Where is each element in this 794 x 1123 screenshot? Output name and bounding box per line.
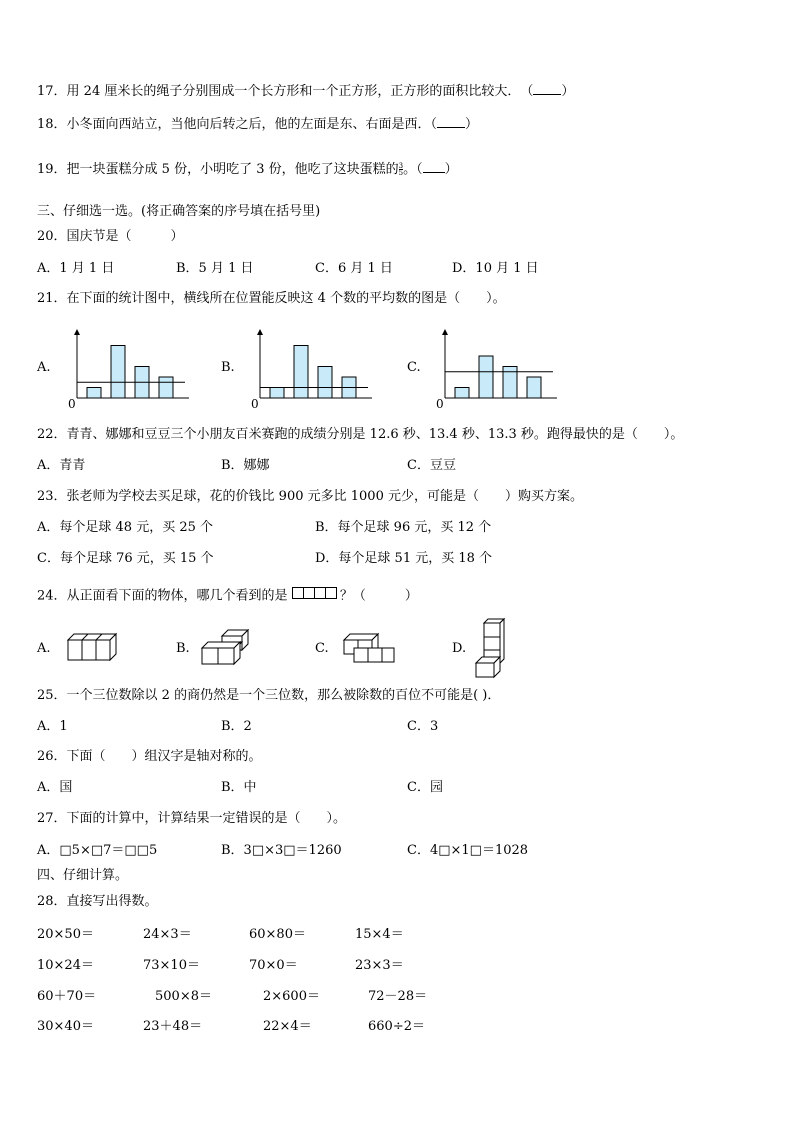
q20-option-a[interactable]: A．1 月 1 日 [37,261,115,276]
cube-stack-b-icon [200,628,260,666]
chart-c-bar-2 [479,356,493,398]
q27-option-a[interactable]: A．□5×□7＝□□5 [37,843,158,858]
chart-c-y-arrow [442,329,448,335]
answer-blank[interactable] [533,82,561,95]
calc-item[interactable]: 10×24＝ [37,958,94,973]
calc-item[interactable]: 73×10＝ [143,958,200,973]
calc-item[interactable]: 20×50＝ [37,927,94,942]
q23-option-c[interactable]: C．每个足球 76 元，买 15 个 [37,551,214,566]
q20-option-c[interactable]: C．6 月 1 日 [315,261,393,276]
q22-option-b[interactable]: B．娜娜 [221,458,270,473]
three-square-strip-icon [292,587,336,605]
calc-item[interactable]: 23×3＝ [355,958,404,973]
q21-option-c[interactable]: C. [407,360,421,375]
q23-option-a[interactable]: A．每个足球 48 元，买 25 个 [37,520,214,535]
cube-stack-d-icon [474,617,514,679]
calc-item[interactable]: 60＋70＝ [37,989,97,1004]
chart-c-bar-3 [503,367,517,399]
chart-a-bar-2 [111,346,125,399]
chart-a-zero-label: 0 [68,397,76,411]
q19-text: 19．把一块蛋糕分成 5 份，小明吃了 3 份，他吃了这块蛋糕的 [37,162,399,177]
bar-chart-c [433,328,563,410]
chart-b-bar-3 [318,367,332,399]
calc-item[interactable]: 500×8＝ [155,989,212,1004]
q27-option-c[interactable]: C．4□×1□＝1028 [407,843,529,858]
question-27: 27．下面的计算中，计算结果一定错误的是（ ）。 [37,811,347,826]
q24-option-c[interactable]: C. [315,641,329,656]
fraction: $\frac{3}{5}$ [398,162,404,177]
question-19: 19．把一块蛋糕分成 5 份，小明吃了 3 份，他吃了这块蛋糕的 $\frac{3}{5}$ 。（ ） [37,162,458,177]
chart-a-bar-1 [87,388,101,399]
question-20: 20．国庆节是（ ） [37,229,184,244]
question-17: 17．用 24 厘米长的绳子分别围成一个长方形和一个正方形，正方形的面积比较大． （ ） [37,84,575,99]
answer-blank[interactable] [423,160,445,173]
q25-option-c[interactable]: C．3 [407,719,439,734]
chart-a-bar-4 [159,377,173,398]
chart-c-bar-4 [527,377,541,398]
question-21: 21．在下面的统计图中，横线所在位置能反映这 4 个数的平均数的图是（ ）。 [37,291,506,306]
calc-item[interactable]: 15×4＝ [355,927,404,942]
q23-option-d[interactable]: D．每个足球 51 元，买 18 个 [315,551,493,566]
section-3-title: 三、仔细选一选。(将正确答案的序号填在括号里) [37,204,321,219]
chart-c-bar-1 [455,388,469,399]
calc-item[interactable]: 22×4＝ [263,1019,312,1034]
chart-b-y-arrow [257,329,263,335]
question-26: 26．下面（ ）组汉字是轴对称的。 [37,749,262,764]
bar-chart-a [65,328,195,410]
calc-item[interactable]: 2×600＝ [263,989,320,1004]
q24-option-d[interactable]: D. [452,641,467,656]
q22-option-c[interactable]: C．豆豆 [407,458,456,473]
bar-chart-b [248,328,378,410]
q23-option-b[interactable]: B．每个足球 96 元，买 12 个 [315,520,492,535]
question-23: 23．张老师为学校去买足球，花的价钱比 900 元多比 1000 元少，可能是（ ）购买方案。 [37,489,583,504]
q26-option-c[interactable]: C．园 [407,780,443,795]
q17-text: 17．用 24 厘米长的绳子分别围成一个长方形和一个正方形，正方形的面积比较大． （ [37,84,534,99]
q18-text: 18．小冬面向西站立，当他向后转之后，他的左面是东、右面是西．（ [37,117,438,132]
q25-option-b[interactable]: B．2 [221,719,252,734]
chart-b-zero-label: 0 [251,397,259,411]
chart-b-bar-2 [294,346,308,399]
calc-item[interactable]: 72－28＝ [368,989,428,1004]
q20-option-d[interactable]: D．10 月 1 日 [452,261,539,276]
chart-c-zero-label: 0 [436,397,444,411]
question-18: 18．小冬面向西站立，当他向后转之后，他的左面是东、右面是西．（ ） [37,117,479,132]
calc-item[interactable]: 30×40＝ [37,1019,94,1034]
cube-stack-c-icon [340,632,400,666]
q25-option-a[interactable]: A．1 [37,719,68,734]
calc-item[interactable]: 24×3＝ [143,927,192,942]
chart-a-y-arrow [74,329,80,335]
question-28: 28．直接写出得数。 [37,894,158,909]
section-4-title: 四、仔细计算。 [37,868,129,883]
q21-option-a[interactable]: A. [37,360,51,375]
q20-option-b[interactable]: B．5 月 1 日 [176,261,254,276]
q24-option-a[interactable]: A. [37,641,51,656]
calc-item[interactable]: 23＋48＝ [143,1019,203,1034]
cube-stack-a-icon [62,632,122,666]
chart-b-bar-1 [270,388,284,399]
q24-option-b[interactable]: B. [176,641,190,656]
q22-option-a[interactable]: A．青青 [37,458,86,473]
answer-blank[interactable] [437,115,465,128]
calc-item[interactable]: 70×0＝ [249,958,298,973]
q26-option-a[interactable]: A．国 [37,780,73,795]
q26-option-b[interactable]: B．中 [221,780,257,795]
calc-item[interactable]: 60×80＝ [249,927,306,942]
q21-option-b[interactable]: B. [221,360,235,375]
question-24: 24．从正面看下面的物体，哪几个看到的是 ？（ ） [37,588,418,604]
calc-item[interactable]: 660÷2＝ [368,1019,425,1034]
question-22: 22．青青、娜娜和豆豆三个小朋友百米赛跑的成绩分别是 12.6 秒、13.4 秒、13.3 秒。跑得最快的是（ ）。 [37,427,684,442]
q27-option-b[interactable]: B．3□×3□＝1260 [221,843,342,858]
question-25: 25．一个三位数除以 2 的商仍然是一个三位数，那么被除数的百位不可能是( )． [37,688,501,703]
